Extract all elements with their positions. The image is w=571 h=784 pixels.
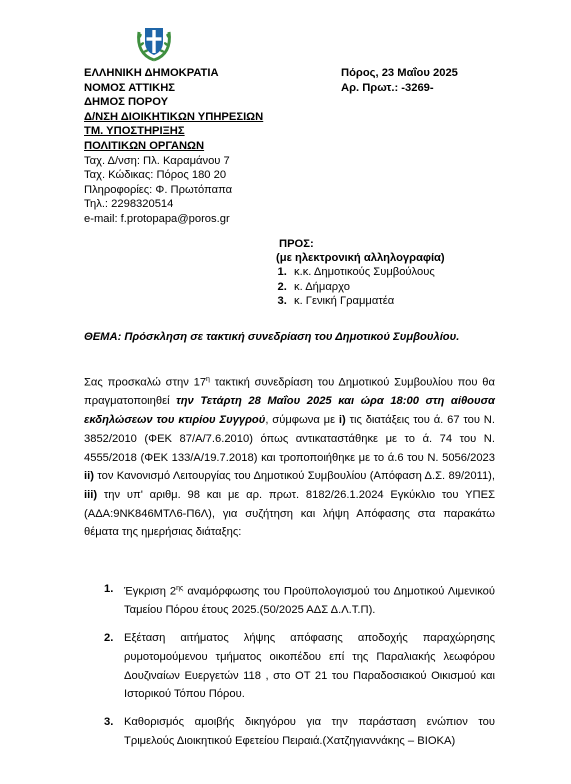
clause-marker: ii) [84,470,94,483]
body-text: την υπ' αριθμ. 98 και με αρ. πρωτ. 8182/26.1.2024 Εγκύκλιο του ΥΠΕΣ (ΑΔΑ:9ΝΚ846ΜΤΛ6-Π6Λ), για συζήτηση και λήψη Απόφασης στα παρακάτω θέματα της ημερήσιας διάταξης: [84,488,495,539]
directorate-name: Δ/ΝΣΗ ΔΙΟΙΚΗΤΙΚΩΝ ΥΠΗΡΕΣΙΩΝ [84,110,264,123]
subject-line: ΘΕΜΑ: Πρόσκληση σε τακτική συνεδρίαση του Δημοτικού Συμβουλίου. [84,331,460,343]
reference-block [341,66,458,95]
agenda-text: Καθορισμός αμοιβής δικηγόρου για την παράσταση ενώπιον του Τριμελούς Διοικητικού Εφετείου Πειραιά.(Χατζηγιαννάκης – ΒΙΟΚΑ) [124,715,495,747]
sender-block [84,66,263,227]
postal-address: Ταχ. Δ/νση: Πλ. Καραμάνου 7 [84,154,230,167]
department-name-2: ΠΟΛΙΤΙΚΩΝ ΟΡΓΑΝΩΝ [84,139,205,152]
recipients-list [276,265,445,308]
list-item: 2. κ. Δήμαρχο [290,280,445,294]
list-item [104,713,495,750]
meeting-details: την Τετάρτη 28 Μαΐου 2025 και ώρα 18:00 στη αίθουσα εκδηλώσεων του κτιρίου Συγγρού [84,395,495,427]
phone-number: Τηλ.: 2298320514 [84,198,174,211]
ordinal-suffix: ης [176,585,184,592]
list-item: 1. κ.κ. Δημοτικούς Συμβούλους [290,265,445,279]
agenda-number: 1. [104,583,114,595]
clause-marker: i) [338,414,346,427]
list-item: 3. κ. Γενική Γραμματέα [290,294,445,308]
agenda-text: Έγκριση 2 [124,585,177,598]
country-name: ΕΛΛΗΝΙΚΗ ΔΗΜΟΚΡΑΤΙΑ [84,67,219,79]
greek-emblem-icon [134,22,174,62]
body-text: τον Κανονισμό Λειτουργίας του Δημοτικού Συμβουλίου (Απόφαση Δ.Σ. 89/2011), [93,470,495,483]
body-text: τις διατάξεις του ά. 67 του Ν. 3852/2010 (ΦΕΚ 87/Α/7.6.2010) όπως αντικαταστάθηκε με το ά. 74 του Ν. 4555/2018 (ΦΕΚ 133/Α/19.7.2018) και τροποποιήθηκε με το ά.6 του Ν. 5056/2023 [84,414,495,464]
postal-code: Ταχ. Κώδικας: Πόρος 180 20 [84,169,227,182]
prefecture-name: ΝΟΜΟΣ ΑΤΤΙΚΗΣ [84,81,176,94]
agenda-list [104,580,495,759]
list-item [104,580,495,620]
municipality-name: ΔΗΜΟΣ ΠΟΡΟΥ [84,96,169,109]
department-name-1: ΤΜ. ΥΠΟΣΤΗΡΙΞΗΣ [84,125,185,138]
recipients-title: ΠΡΟΣ: [279,238,314,250]
contact-person: Πληροφορίες: Φ. Πρωτόπαπα [84,183,233,196]
body-text: Σας προσκαλώ στην 17 [84,376,207,389]
email-address: e-mail: f.protopapa@poros.gr [84,212,230,225]
clause-marker: iii) [84,488,98,501]
ordinal-suffix: η [206,376,210,383]
body-text: τακτική συνεδρίαση του Δημοτικού Συμβουλίου που θα πραγματοποιηθεί [84,376,495,408]
body-paragraph [84,371,495,542]
agenda-number: 3. [104,715,114,728]
agenda-text: αναμόρφωσης του Προϋπολογισμού του Δημοτικού Λιμενικού Ταμείου Πόρου έτους 2025.(50/2025 ΑΔΣ Δ.Λ.Τ.Π). [124,585,495,617]
body-text: , σύμφωνα με [265,414,339,427]
document-date: Πόρος, 23 Μαΐου 2025 [341,67,458,79]
list-item [104,629,495,704]
protocol-number: Αρ. Πρωτ.: -3269- [341,81,434,94]
recipients-block [276,237,445,308]
recipients-subtitle: (με ηλεκτρονική αλληλογραφία) [276,252,445,265]
agenda-number: 2. [104,632,114,645]
agenda-text: Εξέταση αιτήματος λήψης απόφασης αποδοχής παραχώρησης ρυμοτομούμενου τμήματος οικοπέδου επί της Παραλιακής λεωφόρου Δουζιναίων Ευεργετών 118 , στο ΟΤ 21 του Παραδοσιακού Οικισμού και Ιστορικού Τόπου Πόρου. [124,632,495,701]
